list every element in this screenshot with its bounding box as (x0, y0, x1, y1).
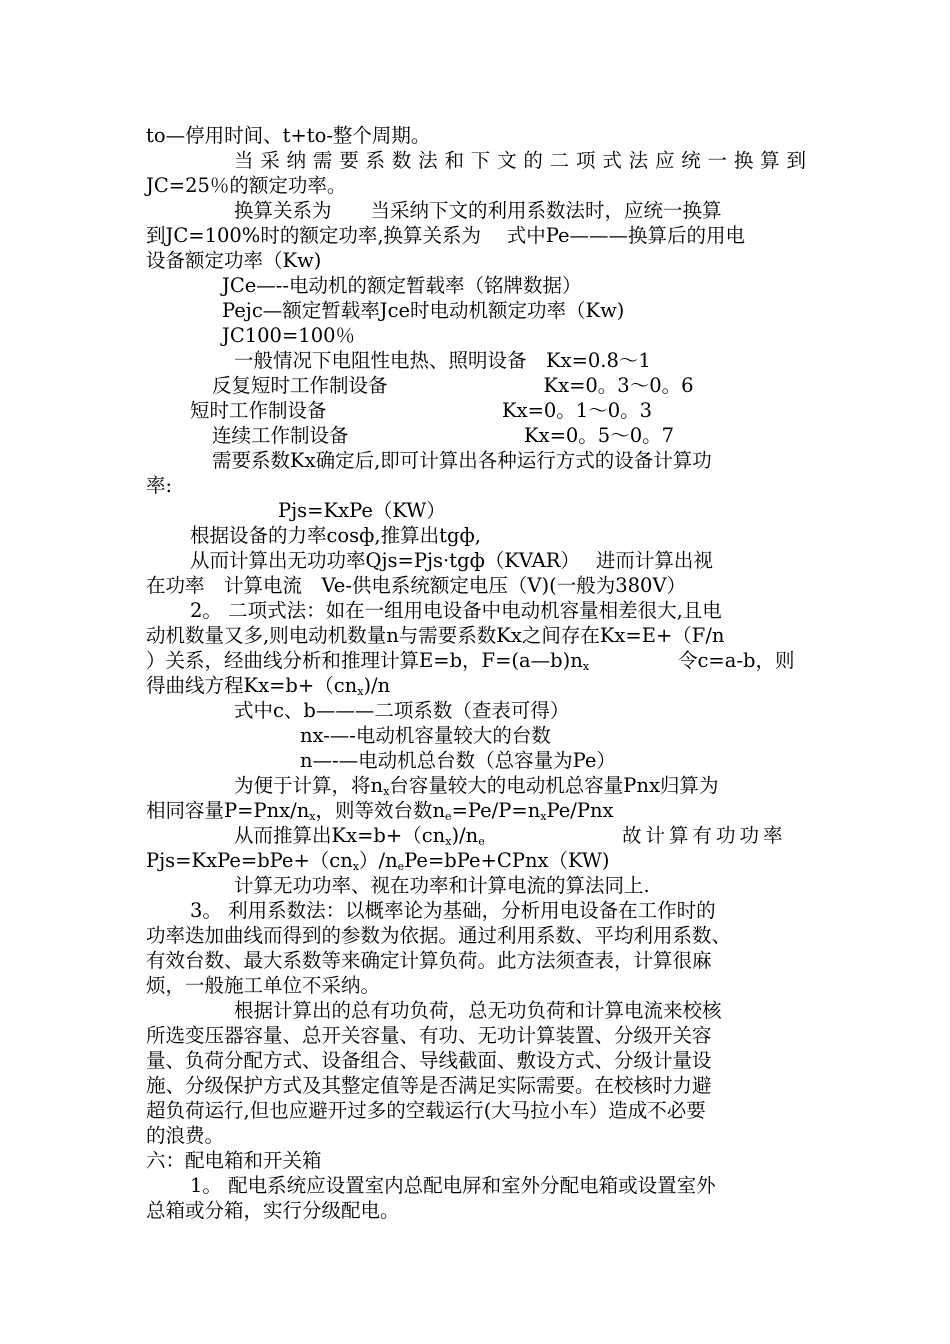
text-line: ）关系，经曲线分析和推理计算E=b，$F=(a—b)n_x$ (146, 649, 590, 673)
text-line: JC100=100％ (222, 324, 356, 347)
text-line: nx-—-电动机容量较大的台数 (300, 724, 551, 747)
text-line: 令c=a-b，则 (678, 649, 795, 672)
text-line: 功率迭加曲线而得到的参数为依据。通过利用系数、平均利用系数、 (146, 924, 732, 947)
text-line: 从而计算出无功功率Qjs=Pjs·tgф（KVAR） 进而计算出视 (190, 549, 713, 572)
text-line: 一般情况下电阻性电热、照明设备 Kx=0.8～1 (234, 349, 651, 372)
text-line: 故计算有功功率 (622, 824, 787, 847)
text-line: 反复短时工作制设备 Kx=0。3～0。6 (212, 374, 694, 397)
text-line: $Pjs=KxPe=bPe+(cn_x)/n_ePe=bPe+CPnx(KW)$ (146, 849, 610, 873)
text-line: 施、分级保护方式及其整定值等是否满足实际需要。在校核时力避 (146, 1074, 712, 1097)
text-line: 有效台数、最大系数等来确定计算负荷。此方法须查表，计算很麻 (146, 949, 712, 972)
text-line: 连续工作制设备 Kx=0。5～0。7 (212, 424, 675, 447)
text-line: 换算关系为 当采纳下文的利用系数法时，应统一换算 (234, 199, 722, 222)
section-heading: 六：配电箱和开关箱 (146, 1149, 322, 1172)
text-line: 2。 二项式法：如在一组用电设备中电动机容量相差很大,且电 (190, 599, 722, 622)
text-line: 总箱或分箱，实行分级配电。 (146, 1199, 400, 1222)
text-line: 为便于计算，将$n_x$台容量较大的电动机总容量Pnx归算为 (234, 774, 719, 798)
text-line: 短时工作制设备 Kx=0。1～0。3 (190, 399, 653, 422)
text-line: 动机数量又多,则电动机数量n与需要系数Kx之间存在Kx=E+（F/n (146, 624, 725, 647)
text-line: JCe—--电动机的额定暂载率（铭牌数据） (222, 274, 582, 297)
text-line: 从而推算出$Kx=b+(cn_x)/n_e$ (234, 824, 485, 848)
text-line: 设备额定功率（Kw) (146, 249, 322, 272)
text-line: n—-—电动机总台数（总容量为Pe） (300, 749, 616, 772)
text-line: 3。 利用系数法：以概率论为基础，分析用电设备在工作时的 (190, 899, 716, 922)
text-line: JC=25％的额定功率。 (146, 174, 347, 197)
text-line: 超负荷运行,但也应避开过多的空载运行(大马拉小车）造成不必要 (146, 1099, 706, 1122)
text-line: 所选变压器容量、总开关容量、有功、无功计算装置、分级开关容 (146, 1024, 712, 1047)
text-line: 的浪费。 (146, 1124, 225, 1147)
text-line: Pejc—额定暂载率Jce时电动机额定功率（Kw) (222, 299, 625, 322)
text-line: 1。 配电系统应设置室内总配电屏和室外分配电箱或设置室外 (190, 1174, 716, 1197)
text-line: 烦，一般施工单位不采纳。 (146, 974, 381, 997)
text-line: 式中c、b———二项系数（查表可得） (234, 699, 570, 722)
text-line: 当采纳需要系数法和下文的二项式法应统一换算到 (234, 149, 806, 172)
text-line: 需要系数Kx确定后,即可计算出各种运行方式的设备计算功 (212, 449, 712, 472)
text-line: 根据设备的力率cosф,推算出tgф, (190, 524, 481, 547)
text-line: 得曲线方程$Kx=b+(cn_x)/n$ (146, 674, 391, 698)
text-line: 到JC=100%时的额定功率,换算关系为 式中Pe———换算后的用电 (146, 224, 746, 247)
text-line: 根据计算出的总有功负荷，总无功负荷和计算电流来校核 (234, 999, 722, 1022)
text-line: 量、负荷分配方式、设备组合、导线截面、敷设方式、分级计量设 (146, 1049, 712, 1072)
text-line: 计算无功功率、视在功率和计算电流的算法同上. (234, 874, 650, 897)
text-line: 相同容量$P=Pnx/n_x$，则等效台数$n_e=Pe/P=n_xPe$/Pnx (146, 799, 614, 823)
formula-line: Pjs=KxPe（KW） (278, 499, 446, 522)
text-line: to—停用时间、t+to-整个周期。 (146, 124, 431, 147)
text-line: 在功率 计算电流 Ve-供电系统额定电压（V)(一般为380V） (146, 574, 687, 597)
text-line: 率: (146, 474, 173, 497)
